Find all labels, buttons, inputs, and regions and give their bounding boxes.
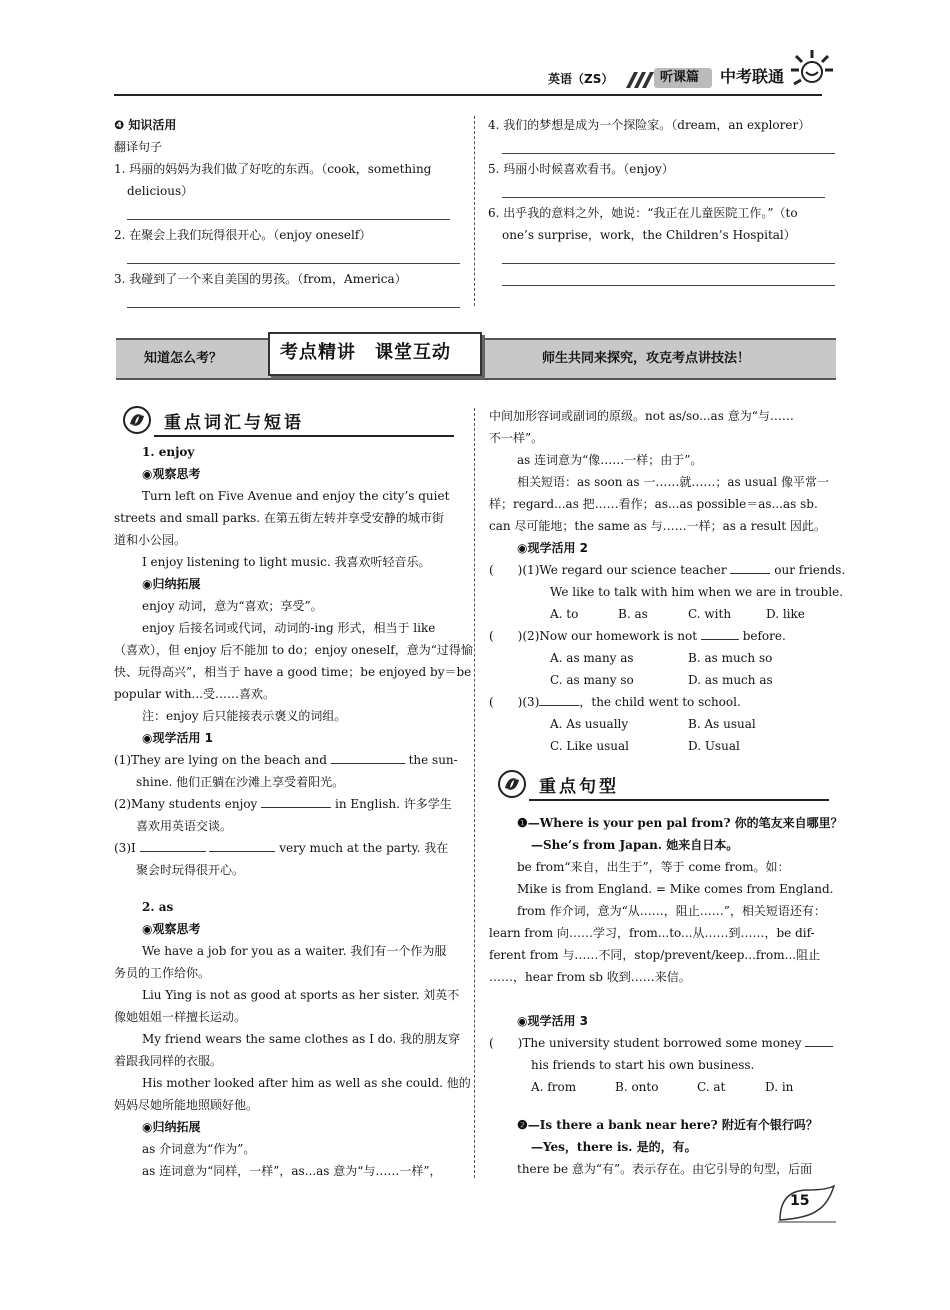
as-note-3b: 不一样”。 bbox=[489, 431, 544, 445]
option[interactable]: C. as many so bbox=[550, 673, 634, 687]
question-4: 4. 我们的梦想是成为一个探险家。（dream，an explorer） bbox=[488, 118, 811, 132]
section-vocab-rule bbox=[154, 435, 454, 437]
observe-label-2: ◉观察思考 bbox=[142, 922, 201, 936]
section-vocab-title: 重点词汇与短语 bbox=[164, 413, 304, 433]
enjoy-note-2d: popular with...受……喜欢。 bbox=[114, 687, 275, 701]
practice3-q1-options bbox=[531, 1076, 793, 1098]
section-vocab-header bbox=[114, 404, 464, 438]
practice1-q3-text: (3)I bbox=[114, 841, 136, 855]
practice-label-2: ◉现学活用 2 bbox=[517, 541, 588, 555]
practice2-q2-text2: before. bbox=[742, 629, 786, 643]
page-number: 15 bbox=[790, 1193, 810, 1209]
practice1-q3-text2: very much at the party. 我在 bbox=[279, 841, 449, 855]
answer-paren[interactable]: ( ) bbox=[489, 563, 523, 577]
as-phrases-3: can 尽可能地；the same as 与……一样；as a result 因此。 bbox=[489, 519, 826, 533]
banner-right: 师生共同来探究，攻克考点讲技法！ bbox=[542, 351, 751, 366]
practice1-q1-blank[interactable] bbox=[331, 763, 405, 764]
translate-label: 翻译句子 bbox=[114, 140, 163, 154]
question-6: 6. 出乎我的意料之外，她说：“我正在儿童医院工作。”（to bbox=[488, 206, 798, 220]
answer-line-3[interactable] bbox=[127, 307, 460, 308]
practice1-q2-cont: 喜欢用英语交谈。 bbox=[136, 819, 233, 833]
section-sentence-header bbox=[489, 768, 834, 802]
practice3-q1-text: ( )The university student borrowed some money bbox=[489, 1036, 802, 1050]
practice1-q3-blank-b[interactable] bbox=[209, 851, 275, 852]
practice1-q2-blank[interactable] bbox=[261, 807, 331, 808]
answer-line-2[interactable] bbox=[127, 263, 460, 264]
column-divider-main bbox=[474, 408, 475, 1178]
as-example-1a: We have a job for you as a waiter. 我们有一个作为服 bbox=[142, 944, 447, 958]
answer-line-4[interactable] bbox=[502, 153, 835, 154]
option[interactable]: D. in bbox=[765, 1080, 794, 1094]
option[interactable]: B. as much so bbox=[688, 651, 773, 665]
practice1-q2-text: (2)Many students enjoy bbox=[114, 797, 258, 811]
pattern-1-note-3: from 作介词，意为“从……，阻止……”，相关短语还有： bbox=[517, 904, 826, 918]
observe-label-1: ◉观察思考 bbox=[142, 467, 201, 481]
practice2-q1 bbox=[489, 559, 845, 581]
question-1: 1. 玛丽的妈妈为我们做了好吃的东西。（cook，something bbox=[114, 162, 432, 176]
enjoy-note-3: 注：enjoy 后只能接表示褒义的词组。 bbox=[142, 709, 347, 723]
answer-line-5[interactable] bbox=[502, 197, 825, 198]
pattern-2-note-1: there be 意为“有”。表示存在。由它引导的句型，后面 bbox=[517, 1162, 813, 1176]
practice2-q3-text: (3) bbox=[522, 695, 540, 709]
practice1-q3 bbox=[114, 837, 448, 859]
header-brand: 中考联通 bbox=[720, 67, 785, 86]
pattern-2-question: ❷—Is there a bank near here? 附近有个银行吗？ bbox=[517, 1118, 818, 1132]
practice2-q1-options bbox=[550, 603, 805, 625]
enjoy-example-1: Turn left on Five Avenue and enjoy the city’s quiet bbox=[142, 489, 450, 503]
as-note-3: 中间加形容词或副词的原级。not as/so...as 意为“与…… bbox=[489, 409, 794, 423]
practice-label-3: ◉现学活用 3 bbox=[517, 1014, 588, 1028]
option[interactable]: A. as many as bbox=[550, 651, 634, 665]
option[interactable]: D. as much as bbox=[688, 673, 773, 687]
practice2-q1-blank[interactable] bbox=[730, 573, 770, 574]
knowledge-heading: ❹ 知识活用 bbox=[114, 118, 177, 132]
as-example-2b: 像她姐姐一样擅长运动。 bbox=[114, 1010, 247, 1024]
as-example-3a: My friend wears the same clothes as I do. 我的朋友穿 bbox=[142, 1032, 460, 1046]
pattern-1-question: ❶—Where is your pen pal from? 你的笔友来自哪里？ bbox=[517, 816, 843, 830]
page-header bbox=[114, 52, 836, 98]
answer-line-6a[interactable] bbox=[502, 263, 835, 264]
enjoy-note-1: enjoy 动词，意为“喜欢；享受”。 bbox=[142, 599, 323, 613]
pattern-1-note-4: learn from 向……学习，from...to...从……到……，be dif- bbox=[489, 926, 815, 940]
section-sentence-rule bbox=[529, 799, 829, 801]
swirl-icon bbox=[120, 404, 154, 436]
sun-logo-icon bbox=[790, 48, 836, 94]
as-example-3b: 着跟我同样的衣服。 bbox=[114, 1054, 223, 1068]
option[interactable]: C. with bbox=[688, 607, 732, 621]
as-note-1: as 介词意为“作为”。 bbox=[142, 1142, 256, 1156]
option[interactable]: C. at bbox=[697, 1080, 726, 1094]
as-note-2: as 连词意为“同样，一样”，as...as 意为“与……一样”， bbox=[142, 1164, 442, 1178]
practice1-q2 bbox=[114, 793, 452, 815]
question-2: 2. 在聚会上我们玩得很开心。（enjoy oneself） bbox=[114, 228, 372, 242]
practice2-q1-cont: We like to talk with him when we are in trouble. bbox=[550, 585, 844, 599]
header-subject: 英语（ZS） bbox=[548, 72, 614, 86]
practice1-q1 bbox=[114, 749, 458, 771]
option[interactable]: D. Usual bbox=[688, 739, 740, 753]
practice1-q3-blank-a[interactable] bbox=[140, 851, 206, 852]
column-divider-top bbox=[474, 116, 475, 306]
option[interactable]: B. As usual bbox=[688, 717, 756, 731]
practice1-q2-text2: in English. 许多学生 bbox=[335, 797, 452, 811]
header-rule bbox=[114, 94, 822, 96]
as-phrases-2: 样；regard...as 把……看作；as...as possible＝as...as sb. bbox=[489, 497, 818, 511]
option[interactable]: B. as bbox=[618, 607, 648, 621]
enjoy-note-2b: （喜欢），但 enjoy 后不能加 to do；enjoy oneself，意为“过得愉 bbox=[114, 643, 473, 657]
enjoy-title: 1. enjoy bbox=[142, 445, 195, 459]
answer-paren[interactable]: ( ) bbox=[489, 629, 523, 643]
section-sentence-title: 重点句型 bbox=[539, 777, 619, 797]
question-6-cont: one’s surprise，work，the Children’s Hospital） bbox=[502, 228, 796, 242]
practice2-q3-blank[interactable] bbox=[539, 705, 579, 706]
practice3-q1-blank[interactable] bbox=[805, 1046, 833, 1047]
section-banner bbox=[116, 338, 836, 380]
option[interactable]: A. to bbox=[550, 607, 579, 621]
answer-paren[interactable]: ( ) bbox=[489, 695, 523, 709]
practice3-q1-cont: his friends to start his own business. bbox=[531, 1058, 755, 1072]
practice3-q1 bbox=[489, 1032, 833, 1054]
as-title: 2. as bbox=[142, 900, 174, 914]
as-example-2a: Liu Ying is not as good at sports as her sister. 刘英不 bbox=[142, 988, 460, 1002]
option[interactable]: D. like bbox=[766, 607, 805, 621]
question-5: 5. 玛丽小时候喜欢看书。（enjoy） bbox=[488, 162, 674, 176]
as-phrases-1: 相关短语：as soon as 一……就……；as usual 像平常一 bbox=[517, 475, 829, 489]
practice2-q3 bbox=[489, 691, 741, 713]
banner-center: 考点精讲 课堂互动 bbox=[280, 342, 451, 363]
pattern-2-answer: —Yes，there is. 是的，有。 bbox=[531, 1140, 697, 1154]
answer-line-6b[interactable] bbox=[502, 285, 835, 286]
practice2-q2-text: (2)Now our homework is not bbox=[522, 629, 698, 643]
header-tag-box bbox=[654, 68, 712, 88]
practice2-q3-text2: ，the child went to school. bbox=[579, 695, 741, 709]
enjoy-example-1b: streets and small parks. 在第五街左转并享受安静的城市街 bbox=[114, 511, 444, 525]
enjoy-note-2a: enjoy 后接名词或代词，动词的-ing 形式，相当于 like bbox=[142, 621, 436, 635]
practice1-q1-text2: the sun- bbox=[408, 753, 458, 767]
practice2-q2-options-2 bbox=[550, 669, 773, 691]
practice1-q1-cont: shine. 他们正躺在沙滩上享受着阳光。 bbox=[136, 775, 345, 789]
option[interactable]: C. Like usual bbox=[550, 739, 629, 753]
banner-left: 知道怎么考？ bbox=[144, 351, 223, 366]
enjoy-example-1c: 道和小公园。 bbox=[114, 533, 187, 547]
as-note-4: as 连词意为“像……一样；由于”。 bbox=[517, 453, 703, 467]
practice2-q2-blank[interactable] bbox=[701, 639, 739, 640]
option[interactable]: A. from bbox=[531, 1080, 577, 1094]
practice2-q3-options-2 bbox=[550, 735, 740, 757]
pattern-1-answer: —She’s from Japan. 她来自日本。 bbox=[531, 838, 739, 852]
pattern-1-note-5: ferent from 与……不同，stop/prevent/keep...from...阻止 bbox=[489, 948, 821, 962]
banner-center-box bbox=[268, 332, 482, 376]
pattern-1-note-6: ……，hear from sb 收到……来信。 bbox=[489, 970, 691, 984]
practice-label-1: ◉现学活用 1 bbox=[142, 731, 213, 745]
practice2-q1-text: (1)We regard our science teacher bbox=[522, 563, 727, 577]
page-number-badge bbox=[778, 1184, 838, 1224]
as-example-1b: 务员的工作给你。 bbox=[114, 966, 211, 980]
as-example-4a: His mother looked after him as well as she could. 他的 bbox=[142, 1076, 471, 1090]
as-example-4b: 妈妈尽她所能地照顾好他。 bbox=[114, 1098, 259, 1112]
pattern-1-note-1: be from“来自，出生于”，等于 come from。如： bbox=[517, 860, 790, 874]
answer-line-1[interactable] bbox=[127, 219, 450, 220]
practice1-q1-text: (1)They are lying on the beach and bbox=[114, 753, 327, 767]
question-3: 3. 我碰到了一个来自美国的男孩。（from，America） bbox=[114, 272, 407, 286]
header-tag: 听课篇 bbox=[660, 70, 700, 85]
question-1-cont: delicious） bbox=[127, 184, 194, 198]
practice1-q3-cont: 聚会时玩得很开心。 bbox=[136, 863, 245, 877]
enjoy-note-2c: 快、玩得高兴”，相当于 have a good time；be enjoyed by＝be bbox=[114, 665, 472, 679]
practice2-q3-options-1 bbox=[550, 713, 756, 735]
practice2-q2-options-1 bbox=[550, 647, 772, 669]
enjoy-example-2: I enjoy listening to light music. 我喜欢听轻音乐。 bbox=[142, 555, 431, 569]
option[interactable]: B. onto bbox=[615, 1080, 659, 1094]
induct-label-2: ◉归纳拓展 bbox=[142, 1120, 201, 1134]
swirl-icon bbox=[495, 768, 529, 800]
practice2-q1-text2: our friends. bbox=[774, 563, 846, 577]
induct-label-1: ◉归纳拓展 bbox=[142, 577, 201, 591]
pattern-1-note-2: Mike is from England. = Mike comes from England. bbox=[517, 882, 834, 896]
option[interactable]: A. As usually bbox=[550, 717, 629, 731]
practice2-q2 bbox=[489, 625, 786, 647]
